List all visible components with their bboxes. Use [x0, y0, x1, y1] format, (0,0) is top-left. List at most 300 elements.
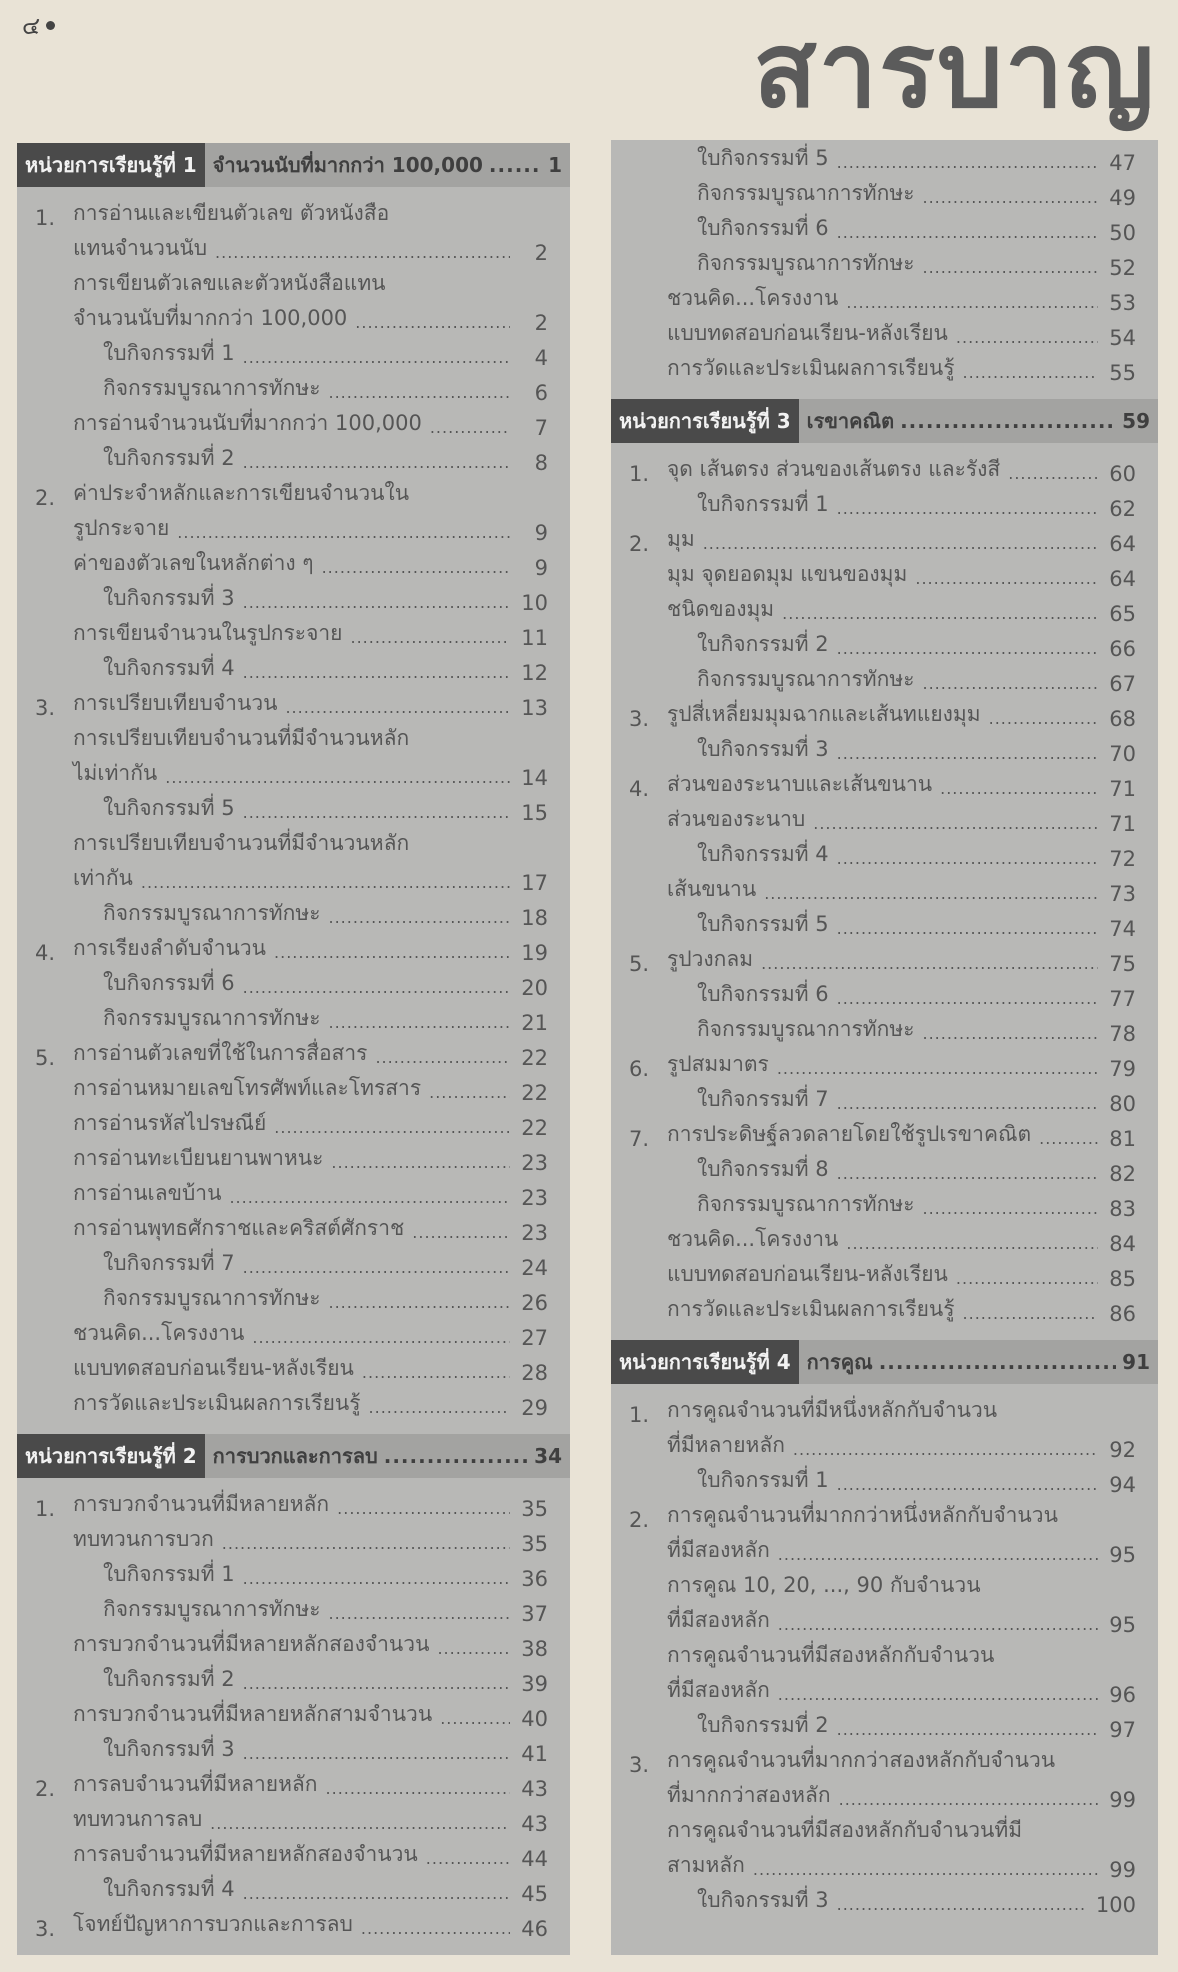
unit-2-entries-left — [17, 1486, 570, 1941]
entry-title: ส่วนของระนาบ — [667, 807, 806, 831]
entry-page-number: 15 — [521, 801, 548, 825]
entry-page-number: 99 — [1109, 1788, 1136, 1812]
entry-title: กิจกรรมบูรณาการทักษะ — [697, 667, 915, 691]
entry-page-number: 66 — [1109, 637, 1136, 661]
entry-page-number: 29 — [521, 1396, 548, 1420]
toc-entry[interactable] — [17, 1626, 570, 1661]
leader-dots — [215, 243, 510, 265]
entry-title: ที่มีหลายหลัก — [667, 1433, 785, 1457]
entry-page-number: 4 — [534, 346, 548, 370]
entry-title: ที่มีสองหลัก — [667, 1608, 770, 1632]
entry-title: การอ่านจำนวนนับที่มากกว่า 100,000 — [73, 411, 422, 435]
toc-entry[interactable] — [611, 1427, 1158, 1462]
entry-page-number: 95 — [1109, 1543, 1136, 1567]
unit-header-2[interactable] — [17, 1434, 570, 1478]
entry-page-number: 55 — [1109, 361, 1136, 385]
entry-title: การลบจำนวนที่มีหลายหลัก — [73, 1772, 318, 1796]
entry-title: การวัดและประเมินผลการเรียนรู้ — [667, 356, 955, 380]
toc-entry[interactable] — [17, 1000, 570, 1035]
toc-entry[interactable] — [611, 1742, 1158, 1777]
entry-title: ใบกิจกรรมที่ 4 — [103, 656, 235, 680]
toc-entry[interactable] — [611, 1847, 1158, 1882]
toc-entry[interactable] — [17, 1731, 570, 1766]
entry-title: ใบกิจกรรมที่ 6 — [697, 216, 829, 240]
unit-header-4[interactable] — [611, 1340, 1158, 1384]
entry-title: รูปกระจาย — [73, 516, 170, 540]
toc-entry[interactable] — [17, 965, 570, 1000]
toc-entry[interactable] — [17, 790, 570, 825]
toc-entry[interactable] — [611, 556, 1158, 591]
entry-page-number: 54 — [1109, 326, 1136, 350]
unit-label: หน่วยการเรียนรู้ที่ 2 — [17, 1434, 205, 1478]
toc-entry[interactable] — [611, 661, 1158, 696]
toc-entry[interactable] — [611, 731, 1158, 766]
entry-page-number: 84 — [1109, 1232, 1136, 1256]
entry-title: ค่าของตัวเลขในหลักต่าง ๆ — [73, 551, 314, 575]
toc-entry[interactable] — [611, 210, 1158, 245]
leader-dots — [846, 293, 1098, 315]
toc-entry[interactable] — [611, 1707, 1158, 1742]
entry-title: ที่มากกว่าสองหลัก — [667, 1783, 831, 1807]
entry-title: ใบกิจกรรมที่ 4 — [103, 1877, 235, 1901]
toc-entry[interactable] — [17, 1766, 570, 1801]
entry-page-number: 94 — [1109, 1473, 1136, 1497]
entry-title: แบบทดสอบก่อนเรียน-หลังเรียน — [667, 1262, 948, 1286]
entry-page-number: 72 — [1109, 847, 1136, 871]
entry-title: เส้นขนาน — [667, 877, 757, 901]
toc-entry[interactable] — [611, 1497, 1158, 1532]
entry-number: 2. — [629, 1508, 650, 1532]
entry-title: ใบกิจกรรมที่ 3 — [103, 1737, 235, 1761]
entry-page-number: 14 — [521, 766, 548, 790]
leader-dots — [956, 328, 1098, 350]
entry-title: ใบกิจกรรมที่ 5 — [697, 912, 829, 936]
leader-dots — [923, 674, 1099, 696]
entry-title: ที่มีสองหลัก — [667, 1678, 770, 1702]
entry-title: กิจกรรมบูรณาการทักษะ — [697, 251, 915, 275]
leader-dots — [331, 1153, 510, 1175]
entry-page-number: 82 — [1109, 1162, 1136, 1186]
entry-page-number: 73 — [1109, 882, 1136, 906]
toc-entry[interactable] — [17, 1556, 570, 1591]
entry-page-number: 7 — [534, 416, 548, 440]
toc-entry[interactable] — [611, 766, 1158, 801]
entry-title: ไม่เท่ากัน — [73, 761, 158, 785]
entry-page-number: 99 — [1109, 1858, 1136, 1882]
toc-entry[interactable] — [611, 871, 1158, 906]
leader-dots — [923, 1199, 1099, 1221]
entry-title: กิจกรรมบูรณาการทักษะ — [697, 1017, 915, 1041]
leader-dots — [426, 1849, 510, 1871]
toc-entry[interactable] — [611, 591, 1158, 626]
entry-title: ชวนคิด...โครงงาน — [667, 286, 839, 310]
leader-dots — [429, 1083, 510, 1105]
entry-title: ทบทวนการลบ — [73, 1807, 203, 1831]
entry-title: เท่ากัน — [73, 866, 133, 890]
leader-dots — [243, 348, 510, 370]
toc-entry[interactable] — [17, 1210, 570, 1245]
toc-entry[interactable] — [17, 860, 570, 895]
toc-entry[interactable] — [611, 906, 1158, 941]
leader-dots — [329, 908, 511, 930]
entry-page-number: 68 — [1109, 707, 1136, 731]
toc-entry[interactable] — [17, 545, 570, 580]
leader-dots — [879, 1350, 1116, 1374]
entry-page-number: 20 — [521, 976, 548, 1000]
toc-entry[interactable] — [611, 1081, 1158, 1116]
unit-header-1[interactable] — [17, 143, 570, 187]
toc-entry[interactable] — [611, 1151, 1158, 1186]
leader-dots — [329, 1604, 511, 1626]
entry-title: ส่วนของระนาบและเส้นขนาน — [667, 772, 933, 796]
toc-entry[interactable] — [17, 1175, 570, 1210]
toc-entry[interactable] — [17, 1906, 570, 1941]
entry-title: ทบทวนการบวก — [73, 1527, 214, 1551]
entry-page-number: 78 — [1109, 1022, 1136, 1046]
entry-number: 4. — [35, 941, 56, 965]
toc-entry[interactable] — [17, 685, 570, 720]
entry-page-number: 8 — [534, 451, 548, 475]
entry-title: การอ่านทะเบียนยานพาหนะ — [73, 1146, 324, 1170]
leader-dots — [940, 779, 1098, 801]
toc-entry[interactable] — [611, 1011, 1158, 1046]
entry-page-number: 27 — [521, 1326, 548, 1350]
unit-label: หน่วยการเรียนรู้ที่ 1 — [17, 143, 205, 187]
toc-entry[interactable] — [17, 1871, 570, 1906]
toc-entry[interactable] — [17, 1315, 570, 1350]
entry-page-number: 81 — [1109, 1127, 1136, 1151]
entry-number: 3. — [35, 1917, 56, 1941]
toc-entry[interactable] — [17, 195, 570, 230]
toc-entry[interactable] — [611, 1186, 1158, 1221]
entry-page-number: 23 — [521, 1186, 548, 1210]
entry-title: การอ่านรหัสไปรษณีย์ — [73, 1111, 267, 1135]
unit-3-entries — [611, 451, 1158, 1326]
entry-title: การเรียงลำดับจำนวน — [73, 936, 267, 960]
entry-number: 7. — [629, 1127, 650, 1151]
toc-entry[interactable] — [17, 475, 570, 510]
entry-title: การคูณจำนวนที่มีสองหลักกับจำนวน — [667, 1643, 995, 1667]
entry-title: การคูณจำนวนที่มากกว่าหนึ่งหลักกับจำนวน — [667, 1503, 1058, 1527]
toc-entry[interactable] — [17, 1105, 570, 1140]
toc-entry[interactable] — [611, 451, 1158, 486]
entry-title: ใบกิจกรรมที่ 7 — [697, 1087, 829, 1111]
entry-title: ใบกิจกรรมที่ 6 — [103, 971, 235, 995]
entry-title: การบวกจำนวนที่มีหลายหลักสามจำนวน — [73, 1702, 433, 1726]
toc-entry[interactable] — [17, 1070, 570, 1105]
leader-dots — [793, 1440, 1098, 1462]
page-title: สารบาญ — [753, 9, 1156, 131]
toc-entry[interactable] — [17, 1521, 570, 1556]
entry-title: การเปรียบเทียบจำนวนที่มีจำนวนหลัก — [73, 831, 410, 855]
toc-entry[interactable] — [611, 1672, 1158, 1707]
page-number-text: ๔ — [22, 12, 41, 40]
leader-dots — [440, 1709, 510, 1731]
toc-entry[interactable] — [611, 1291, 1158, 1326]
entry-page-number: 85 — [1109, 1267, 1136, 1291]
leader-dots — [778, 1685, 1098, 1707]
unit-title — [799, 1340, 1158, 1384]
entry-title: แบบทดสอบก่อนเรียน-หลังเรียน — [667, 321, 948, 345]
entry-page-number: 50 — [1109, 221, 1136, 245]
entry-title: ชวนคิด...โครงงาน — [73, 1321, 245, 1345]
toc-entry[interactable] — [611, 696, 1158, 731]
entry-page-number: 52 — [1109, 256, 1136, 280]
toc-entry[interactable] — [611, 245, 1158, 280]
entry-page-number: 9 — [534, 556, 548, 580]
entry-title: ใบกิจกรรมที่ 4 — [697, 842, 829, 866]
entry-page-number: 28 — [521, 1361, 548, 1385]
leader-dots — [837, 223, 1098, 245]
unit-label: หน่วยการเรียนรู้ที่ 3 — [611, 399, 799, 443]
unit-page-number: 1 — [548, 153, 562, 177]
leader-dots — [322, 558, 510, 580]
entry-number: 3. — [35, 696, 56, 720]
toc-entry[interactable] — [611, 626, 1158, 661]
toc-entry[interactable] — [17, 1591, 570, 1626]
entry-title: โจทย์ปัญหาการบวกและการลบ — [73, 1912, 353, 1936]
leader-dots — [753, 1860, 1098, 1882]
entry-title: ใบกิจกรรมที่ 5 — [697, 146, 829, 170]
toc-entry[interactable] — [17, 230, 570, 265]
toc-entry[interactable] — [17, 1661, 570, 1696]
entry-title: ใบกิจกรรมที่ 6 — [697, 982, 829, 1006]
entry-title: การวัดและประเมินผลการเรียนรู้ — [73, 1391, 361, 1415]
leader-dots — [1008, 464, 1098, 486]
leader-dots — [243, 453, 510, 475]
toc-right-column — [611, 140, 1158, 1955]
leader-dots — [837, 989, 1098, 1011]
leader-dots — [837, 849, 1098, 871]
toc-entry[interactable] — [611, 976, 1158, 1011]
entry-page-number: 64 — [1109, 532, 1136, 556]
toc-entry[interactable] — [17, 1385, 570, 1420]
leader-dots — [361, 1919, 510, 1941]
entry-title: ใบกิจกรรมที่ 5 — [103, 796, 235, 820]
leader-dots — [1039, 1129, 1098, 1151]
leader-dots — [915, 569, 1098, 591]
toc-entry[interactable] — [17, 300, 570, 335]
entry-page-number: 2 — [534, 241, 548, 265]
toc-entry[interactable] — [17, 1350, 570, 1385]
unit-title — [799, 399, 1158, 443]
toc-entry[interactable] — [611, 1602, 1158, 1637]
unit-title-text: การบวกและการลบ — [212, 1444, 378, 1468]
entry-page-number: 92 — [1109, 1438, 1136, 1462]
toc-entry[interactable] — [611, 1567, 1158, 1602]
toc-entry[interactable] — [17, 615, 570, 650]
entry-page-number: 75 — [1109, 952, 1136, 976]
leader-dots — [837, 1164, 1098, 1186]
entry-title: การเขียนจำนวนในรูปกระจาย — [73, 621, 343, 645]
toc-entry[interactable] — [611, 175, 1158, 210]
entry-number: 3. — [629, 1753, 650, 1777]
entry-title: ชนิดของมุม — [667, 597, 775, 621]
entry-page-number: 11 — [521, 626, 548, 650]
entry-page-number: 12 — [521, 661, 548, 685]
entry-page-number: 96 — [1109, 1683, 1136, 1707]
toc-entry[interactable] — [17, 650, 570, 685]
toc-entry[interactable] — [17, 335, 570, 370]
leader-dots — [274, 943, 510, 965]
leader-dots — [243, 803, 510, 825]
entry-page-number: 18 — [521, 906, 548, 930]
entry-number: 2. — [35, 1777, 56, 1801]
entry-page-number: 97 — [1109, 1718, 1136, 1742]
leader-dots — [430, 418, 510, 440]
toc-entry[interactable] — [17, 1140, 570, 1175]
toc-entry[interactable] — [611, 836, 1158, 871]
leader-dots — [243, 663, 510, 685]
entry-title: กิจกรรมบูรณาการทักษะ — [103, 901, 321, 925]
toc-entry[interactable] — [611, 801, 1158, 836]
entry-page-number: 41 — [521, 1742, 548, 1766]
toc-entry[interactable] — [17, 1486, 570, 1521]
entry-title: แบบทดสอบก่อนเรียน-หลังเรียน — [73, 1356, 354, 1380]
entry-page-number: 43 — [521, 1812, 548, 1836]
entry-title: แทนจำนวนนับ — [73, 236, 208, 260]
toc-entry[interactable] — [611, 1116, 1158, 1151]
entry-title: สามหลัก — [667, 1853, 745, 1877]
unit-title-text: การคูณ — [806, 1350, 873, 1374]
leader-dots — [837, 1895, 1086, 1917]
entry-title: การเปรียบเทียบจำนวน — [73, 691, 278, 715]
leader-dots — [243, 1258, 510, 1280]
leader-dots — [274, 1118, 510, 1140]
toc-entry[interactable] — [611, 1256, 1158, 1291]
toc-entry[interactable] — [17, 755, 570, 790]
toc-entry[interactable] — [611, 1777, 1158, 1812]
entry-page-number: 86 — [1109, 1302, 1136, 1326]
toc-entry[interactable] — [17, 265, 570, 300]
entry-title: การอ่านตัวเลขที่ใช้ในการสื่อสาร — [73, 1041, 368, 1065]
entry-page-number: 80 — [1109, 1092, 1136, 1116]
unit-page-number: 34 — [534, 1444, 562, 1468]
leader-dots — [837, 919, 1098, 941]
toc-entry[interactable] — [611, 1882, 1158, 1917]
leader-dots — [337, 1499, 510, 1521]
toc-entry[interactable] — [17, 510, 570, 545]
toc-entry[interactable] — [611, 315, 1158, 350]
leader-dots — [252, 1328, 510, 1350]
entry-page-number: 70 — [1109, 742, 1136, 766]
toc-entry[interactable] — [17, 370, 570, 405]
toc-entry[interactable] — [611, 1812, 1158, 1847]
entry-page-number: 83 — [1109, 1197, 1136, 1221]
entry-title: ที่มีสองหลัก — [667, 1538, 770, 1562]
entry-page-number: 53 — [1109, 291, 1136, 315]
leader-dots — [813, 814, 1098, 836]
entry-title: ใบกิจกรรมที่ 3 — [697, 737, 829, 761]
leader-dots — [369, 1398, 510, 1420]
leader-dots — [362, 1363, 510, 1385]
leader-dots — [243, 1569, 510, 1591]
entry-page-number: 43 — [521, 1777, 548, 1801]
toc-entry[interactable] — [611, 1462, 1158, 1497]
toc-entry[interactable] — [17, 825, 570, 860]
toc-entry[interactable] — [17, 580, 570, 615]
toc-entry[interactable] — [17, 895, 570, 930]
toc-entry[interactable] — [17, 405, 570, 440]
toc-entry[interactable] — [611, 140, 1158, 175]
entry-title: กิจกรรมบูรณาการทักษะ — [697, 181, 915, 205]
entry-page-number: 6 — [534, 381, 548, 405]
leader-dots — [837, 499, 1098, 521]
toc-entry[interactable] — [17, 1280, 570, 1315]
toc-entry[interactable] — [17, 1245, 570, 1280]
entry-title: ใบกิจกรรมที่ 8 — [697, 1157, 829, 1181]
entry-page-number: 37 — [521, 1602, 548, 1626]
entry-page-number: 100 — [1095, 1893, 1136, 1917]
entry-title: กิจกรรมบูรณาการทักษะ — [697, 1192, 915, 1216]
toc-entry[interactable] — [17, 1696, 570, 1731]
entry-page-number: 35 — [521, 1497, 548, 1521]
toc-entry[interactable] — [611, 521, 1158, 556]
entry-title: รูปสี่เหลี่ยมมุมฉากและเส้นทแยงมุม — [667, 702, 981, 726]
toc-entry[interactable] — [611, 1392, 1158, 1427]
unit-title — [205, 1434, 570, 1478]
toc-entry[interactable] — [17, 440, 570, 475]
entry-title: รูปวงกลม — [667, 947, 754, 971]
toc-entry[interactable] — [611, 1532, 1158, 1567]
leader-dots — [350, 628, 510, 650]
bullet-dot-icon — [46, 21, 55, 30]
unit-label: หน่วยการเรียนรู้ที่ 4 — [611, 1340, 799, 1384]
entry-page-number: 77 — [1109, 987, 1136, 1011]
leader-dots — [900, 409, 1116, 433]
leader-dots — [329, 383, 511, 405]
toc-entry[interactable] — [611, 1221, 1158, 1256]
entry-title: กิจกรรมบูรณาการทักษะ — [103, 1286, 321, 1310]
entry-number: 2. — [35, 486, 56, 510]
entry-page-number: 95 — [1109, 1613, 1136, 1637]
unit-title-text: จำนวนนับที่มากกว่า 100,000 — [212, 153, 483, 177]
unit-header-3[interactable] — [611, 399, 1158, 443]
leader-dots — [778, 1545, 1098, 1567]
toc-entry[interactable] — [611, 280, 1158, 315]
leader-dots — [489, 153, 542, 177]
toc-entry[interactable] — [611, 1046, 1158, 1081]
leader-dots — [243, 593, 510, 615]
entry-title: กิจกรรมบูรณาการทักษะ — [103, 376, 321, 400]
entry-number: 2. — [629, 532, 650, 556]
toc-entry[interactable] — [611, 941, 1158, 976]
entry-title: จำนวนนับที่มากกว่า 100,000 — [73, 306, 348, 330]
toc-entry[interactable] — [17, 720, 570, 755]
entry-page-number: 10 — [521, 591, 548, 615]
leader-dots — [764, 884, 1098, 906]
entry-title: ใบกิจกรรมที่ 3 — [697, 1888, 829, 1912]
leader-dots — [243, 1744, 510, 1766]
entry-number: 4. — [629, 777, 650, 801]
leader-dots — [777, 1059, 1098, 1081]
entry-page-number: 79 — [1109, 1057, 1136, 1081]
toc-entry[interactable] — [611, 486, 1158, 521]
entry-title: การเขียนตัวเลขและตัวหนังสือแทน — [73, 271, 386, 295]
toc-entry[interactable] — [17, 930, 570, 965]
entry-number: 6. — [629, 1057, 650, 1081]
entry-page-number: 67 — [1109, 672, 1136, 696]
entry-page-number: 13 — [521, 696, 548, 720]
toc-entry[interactable] — [17, 1836, 570, 1871]
leader-dots — [243, 978, 510, 1000]
toc-entry[interactable] — [17, 1801, 570, 1836]
toc-entry[interactable] — [611, 1637, 1158, 1672]
toc-entry[interactable] — [611, 350, 1158, 385]
toc-entry[interactable] — [17, 1035, 570, 1070]
entry-page-number: 45 — [521, 1882, 548, 1906]
entry-number: 1. — [629, 1403, 650, 1427]
